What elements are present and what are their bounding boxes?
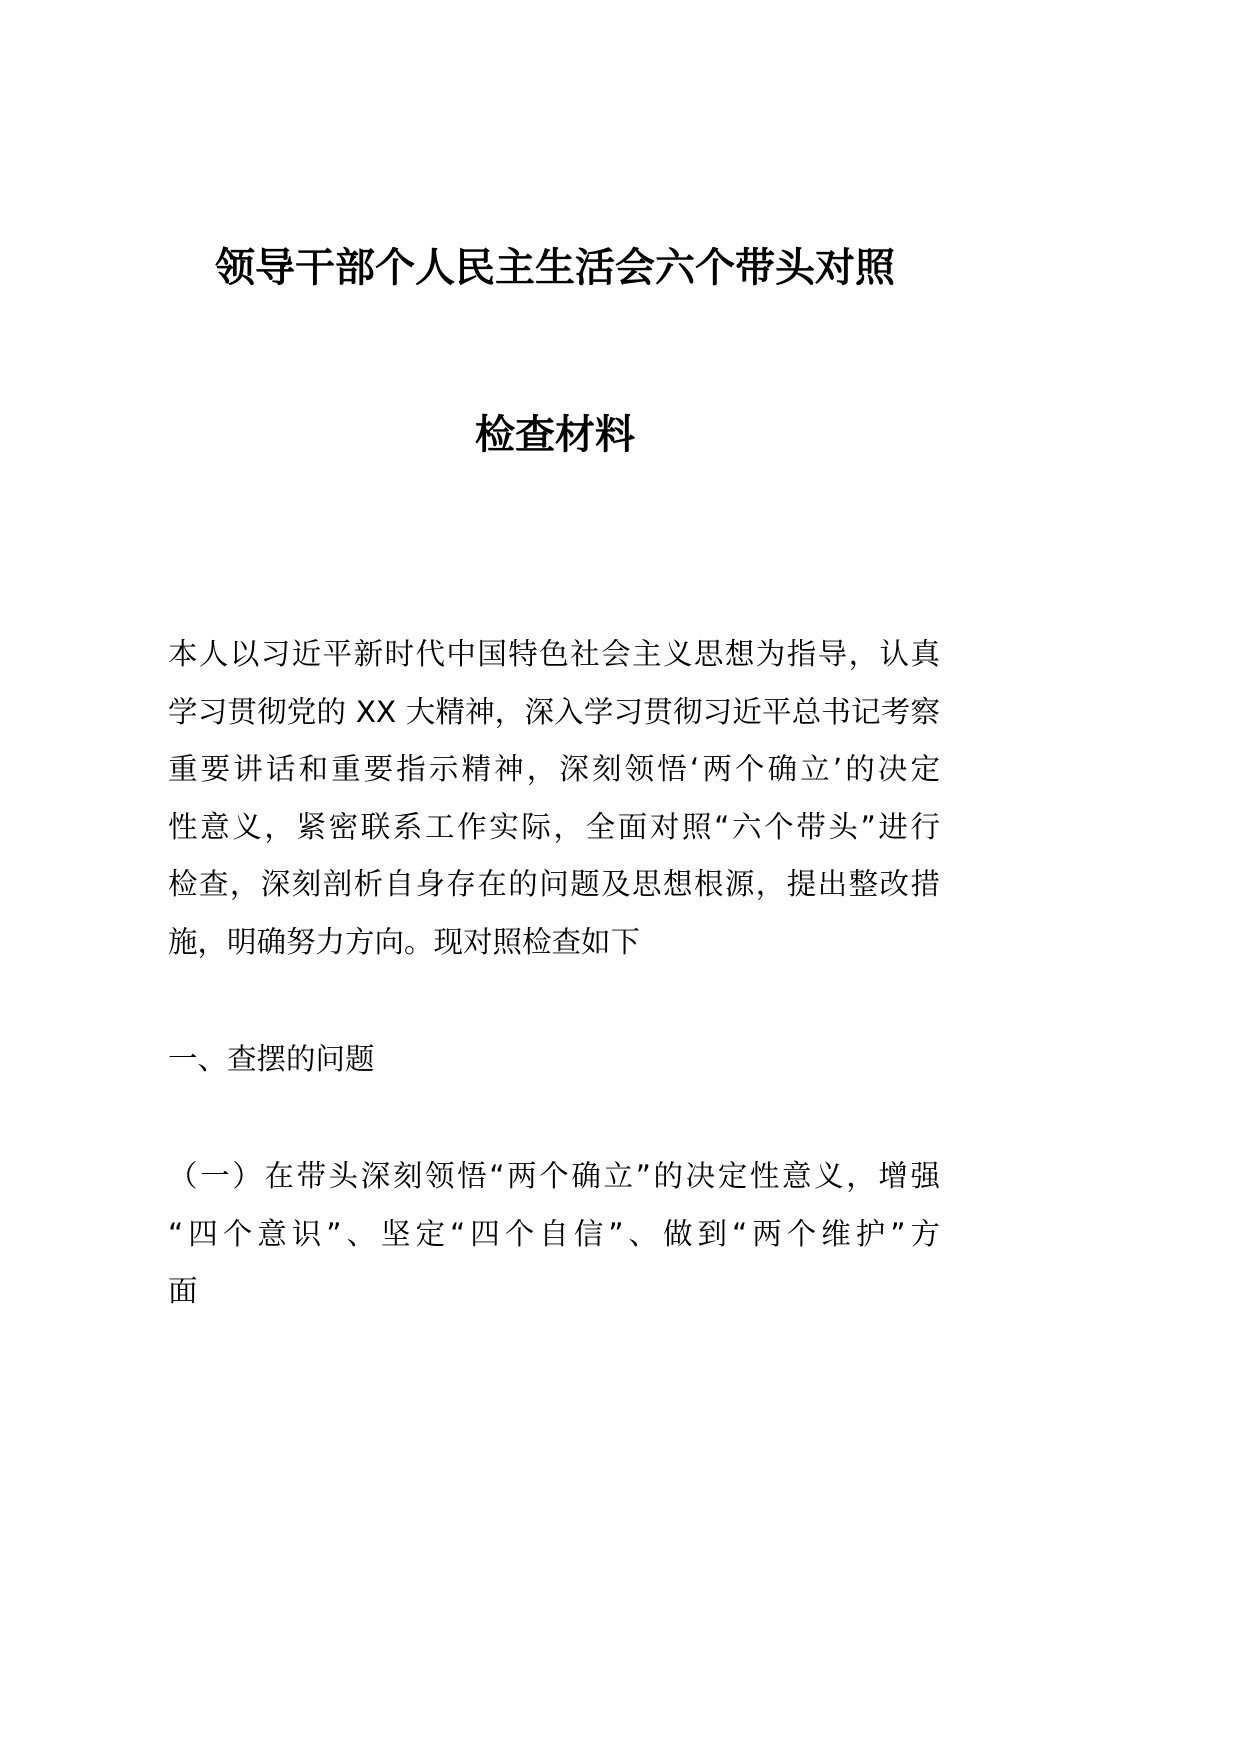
paragraph-line: 学习贯彻党的 XX 大精神，深入学习贯彻习近平总书记考察 (168, 694, 940, 729)
document-title-line-2: 检查材料 (475, 412, 635, 458)
paragraph-line: 性意义，紧密联系工作实际，全面对照“六个带头”进行 (168, 809, 940, 844)
intro-paragraph (168, 626, 940, 972)
paragraph-line: 本人以习近平新时代中国特色社会主义思想为指导，认真 (168, 637, 940, 671)
subsection-heading (168, 1148, 940, 1321)
section-heading (168, 1031, 940, 1089)
section-heading-text: 一、查摆的问题 (168, 1042, 375, 1076)
paragraph-line: 检查，深刻剖析自身存在的问题及思想根源，提出整改措 (168, 867, 940, 902)
subsection-line: “四个意识”、坚定“四个自信”、做到“两个维护”方 (168, 1216, 940, 1251)
paragraph-line: 施，明确努力方向。现对照检查如下 (168, 924, 641, 959)
document-title-line-1: 领导干部个人民主生活会六个带头对照 (215, 245, 895, 291)
subsection-line: 面 (168, 1274, 198, 1309)
paragraph-line: 重要讲话和重要指示精神，深刻领悟‘两个确立’的决定 (168, 752, 940, 787)
subsection-line: （一）在带头深刻领悟“两个确立”的决定性意义，增强 (168, 1159, 940, 1193)
